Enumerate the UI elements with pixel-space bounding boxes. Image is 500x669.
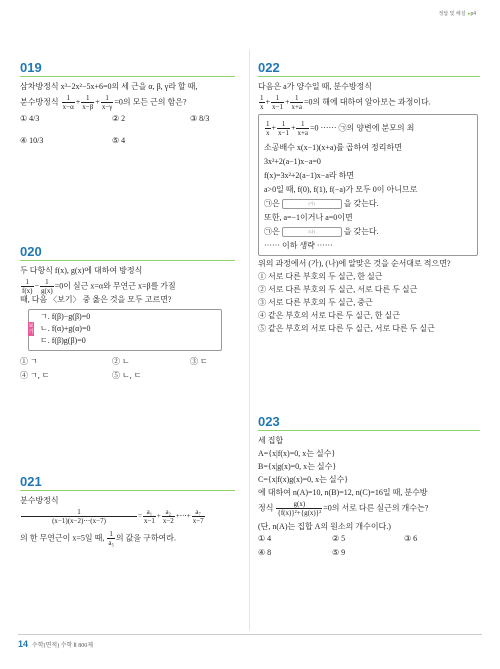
choice-5[interactable]: ⑤ ㄴ, ㄷ [112, 371, 142, 380]
box-line-7: 또한, a=−1이거나 a=0이면 [264, 213, 353, 222]
q023-line-2: A={x|f(x)=0, x는 실수} [258, 449, 336, 458]
choice-1[interactable]: ① 4/3 [20, 114, 40, 123]
q021-equation: $\frac{1}{(x-1)(x-2)\cdots(x-7)}$ = $\frac{\text{a₁}}{x-1}$ + $\frac{\text{a₂}}{x-2}$ +⋯+ $\frac{\text{a₇}}{x-7}$ [20, 508, 206, 525]
q023-line6-post: =0의 서로 다른 실근의 개수는? [323, 503, 429, 513]
question-rule [258, 430, 480, 431]
header-page-ref: p4 [470, 11, 476, 17]
fraction: $\frac{1}{x}$ [266, 120, 270, 137]
q022-text-line1: 다음은 a가 양수일 때, 분수방정식 [258, 82, 373, 91]
bogi-item-2: ㄴ. f(α)+g(α)=0 [40, 324, 91, 333]
question-number-019: 019 [20, 60, 42, 75]
box-line-3: 3x²+2(a−1)x−a=0 [264, 157, 321, 166]
fraction: $\frac{1}{x}$ [260, 94, 264, 111]
choice-3[interactable]: ③ 6 [404, 534, 418, 543]
fraction: $\frac{1}{\text{a₅}}$ [108, 530, 114, 547]
box-line-1-text: =0 ······ ㉠의 양변에 분모의 최 [310, 123, 415, 133]
choice-2[interactable]: ② 5 [332, 534, 346, 543]
fraction: $\frac{1}{x-\alpha}$ [62, 94, 74, 111]
choice-1[interactable]: ① 서로 다른 부호의 두 실근, 한 실근 [258, 272, 383, 281]
box-line-1: $\frac{1}{x}$ + $\frac{1}{x-1}$ + $\frac{1}{x+a}$ =0 ······ ㉠의 양변에 분모의 최 [266, 120, 415, 137]
page-number: 14 [18, 639, 29, 649]
q023-line-5: 에 대하여 n(A)=10, n(B)=12, n(C)=16일 때, 분수방 [258, 488, 428, 497]
blank-na: (나) [282, 227, 342, 237]
choice-4[interactable]: ④ 10/3 [20, 136, 44, 145]
q020-line2-post: =0이 실근 x=α와 무연근 x=β를 가질 [54, 281, 176, 291]
choice-1[interactable]: ① ㄱ [20, 357, 38, 366]
q019-text-line1: 삼차방정식 x³−2x²−5x+6=0의 세 근을 α, β, γ라 할 때, [20, 82, 198, 91]
q020-text-line3: 때, 다음 〈보기〉 중 옳은 것을 모두 고르면? [20, 295, 172, 304]
box-line-8 [264, 226, 379, 237]
page-header [439, 10, 476, 17]
q022-line2-post: =0의 해에 대하여 알아보는 과정이다. [304, 97, 431, 107]
choice-1[interactable]: ① 4 [258, 534, 272, 543]
fraction: $\frac{1}{x-1}$ [272, 94, 283, 111]
fraction: $\frac{\text{a₁}}{x-1}$ [143, 508, 155, 525]
fraction: $\frac{1}{x-\gamma}$ [101, 94, 113, 111]
fraction: $\frac{g(x)}{\text{\{f(x)\}²+\{g(x)\}²}}$ [277, 500, 322, 517]
q019-line2-post: =0의 모든 근의 합은? [114, 97, 187, 107]
fraction: $\frac{1}{f(x)}$ [22, 278, 33, 295]
q022-text-line2: $\frac{1}{x}$ + $\frac{1}{x-1}$ + $\frac{1}{x+a}$ =0의 해에 대하여 알아보는 과정이다. [260, 94, 431, 111]
page-footer [18, 639, 93, 649]
choice-5[interactable]: ⑤ 같은 부호의 서로 다른 두 실근, 서로 다른 두 실근 [258, 324, 435, 333]
question-number-023: 023 [258, 414, 280, 429]
bogi-item-1: ㄱ. f(β)−g(β)=0 [40, 312, 91, 321]
q023-line6-pre: 정식 [258, 503, 274, 513]
column-divider [249, 50, 250, 630]
question-number-020: 020 [20, 244, 42, 259]
fraction: $\frac{1}{(x-1)(x-2)\cdots(x-7)}$ [21, 508, 137, 525]
fraction: $\frac{1}{x+a}$ [297, 120, 309, 137]
question-rule [258, 76, 480, 77]
q023-line-6 [258, 500, 428, 517]
choice-2[interactable]: ② ㄴ [112, 357, 130, 366]
footer-title: 수학(면적) 수학 Ⅱ 800제 [32, 643, 94, 649]
choice-4[interactable]: ④ 8 [258, 548, 272, 557]
choice-2[interactable]: ② 서로 다른 부호의 두 실근, 서로 다른 두 실근 [258, 285, 418, 294]
q021-line3-post: 의 값을 구하여라. [115, 533, 177, 543]
fraction: $\frac{1}{g(x)}$ [41, 278, 53, 295]
box-line-8-pre: ㉠은 [264, 227, 280, 236]
q019-text-line2: 분수방정식 $\frac{1}{x-\alpha}$ + $\frac{1}{x-\beta}$ + $\frac{1}{x-\gamma}$ =0의 모든 근의 합은? [20, 94, 187, 111]
box-line-4: f(x)=3x²+2(a−1)x−a라 하면 [264, 171, 355, 180]
box-line-6-pre: ㉠은 [264, 199, 280, 208]
choice-5[interactable]: ⑤ 9 [332, 548, 346, 557]
choice-4[interactable]: ④ 같은 부호의 서로 다른 두 실근, 한 실근 [258, 311, 400, 320]
q019-line2-pre: 분수방정식 [20, 97, 59, 107]
bogi-label: 보기 [28, 323, 34, 335]
footer-rule [18, 634, 482, 635]
q022-question: 위의 과정에서 (가), (나)에 알맞은 것을 순서대로 적으면? [258, 259, 451, 268]
choice-4[interactable]: ④ ㄱ, ㄷ [20, 371, 50, 380]
blank-ga: (가) [282, 199, 342, 209]
fraction: $\frac{\text{a₇}}{x-7}$ [192, 508, 204, 525]
question-rule [20, 490, 235, 491]
choice-3[interactable]: ③ 8/3 [190, 114, 210, 123]
q023-line-1: 세 집합 [258, 436, 284, 445]
q020-text-line1: 두 다항식 f(x), g(x)에 대하여 방정식 [20, 266, 143, 275]
box-line-5: a>0일 때, f(0), f(1), f(−a)가 모두 0이 아니므로 [264, 185, 418, 194]
fraction: $\frac{1}{x-1}$ [278, 120, 289, 137]
choice-3[interactable]: ③ 서로 다른 부호의 두 실근, 중근 [258, 298, 373, 307]
choice-3[interactable]: ③ ㄷ [190, 357, 208, 366]
header-arrow-icon: ▸ [467, 11, 471, 17]
choice-5[interactable]: ⑤ 4 [112, 136, 126, 145]
q021-line3-pre: 의 한 무연근이 x=5일 때, [20, 533, 105, 543]
box-line-9: ······ 이하 생략 ······ [264, 241, 333, 250]
choice-2[interactable]: ② 2 [112, 114, 126, 123]
question-rule [20, 260, 235, 261]
bogi-item-3: ㄷ. f(β)g(β)=0 [40, 336, 86, 345]
box-line-8-post: 을 갖는다. [343, 227, 379, 236]
q023-line-7: (단, n(A)는 집합 A의 원소의 개수이다.) [258, 522, 391, 531]
header-label: 정답 및 해설 [438, 11, 466, 17]
question-number-022: 022 [258, 60, 280, 75]
box-line-6-post: 을 갖는다. [343, 199, 379, 208]
q021-text-line1: 분수방정식 [20, 496, 59, 505]
fraction: $\frac{1}{x+a}$ [291, 94, 303, 111]
question-number-021: 021 [20, 474, 42, 489]
q021-text-line3 [20, 530, 176, 547]
fraction: $\frac{\text{a₂}}{x-2}$ [162, 508, 174, 525]
q023-line-4: C={x|f(x)g(x)=0, x는 실수} [258, 475, 349, 484]
question-rule [20, 76, 235, 77]
box-line-6 [264, 198, 379, 209]
q023-line-3: B={x|g(x)=0, x는 실수} [258, 462, 337, 471]
q020-text-line2: $\frac{1}{f(x)}$ − $\frac{1}{g(x)}$ =0이 실근 x=α와 무연근 x=β를 가질 [22, 278, 176, 295]
box-line-2: 소공배수 x(x−1)(x+a)를 곱하여 정리하면 [264, 143, 402, 152]
fraction: $\frac{1}{x-\beta}$ [82, 94, 94, 111]
